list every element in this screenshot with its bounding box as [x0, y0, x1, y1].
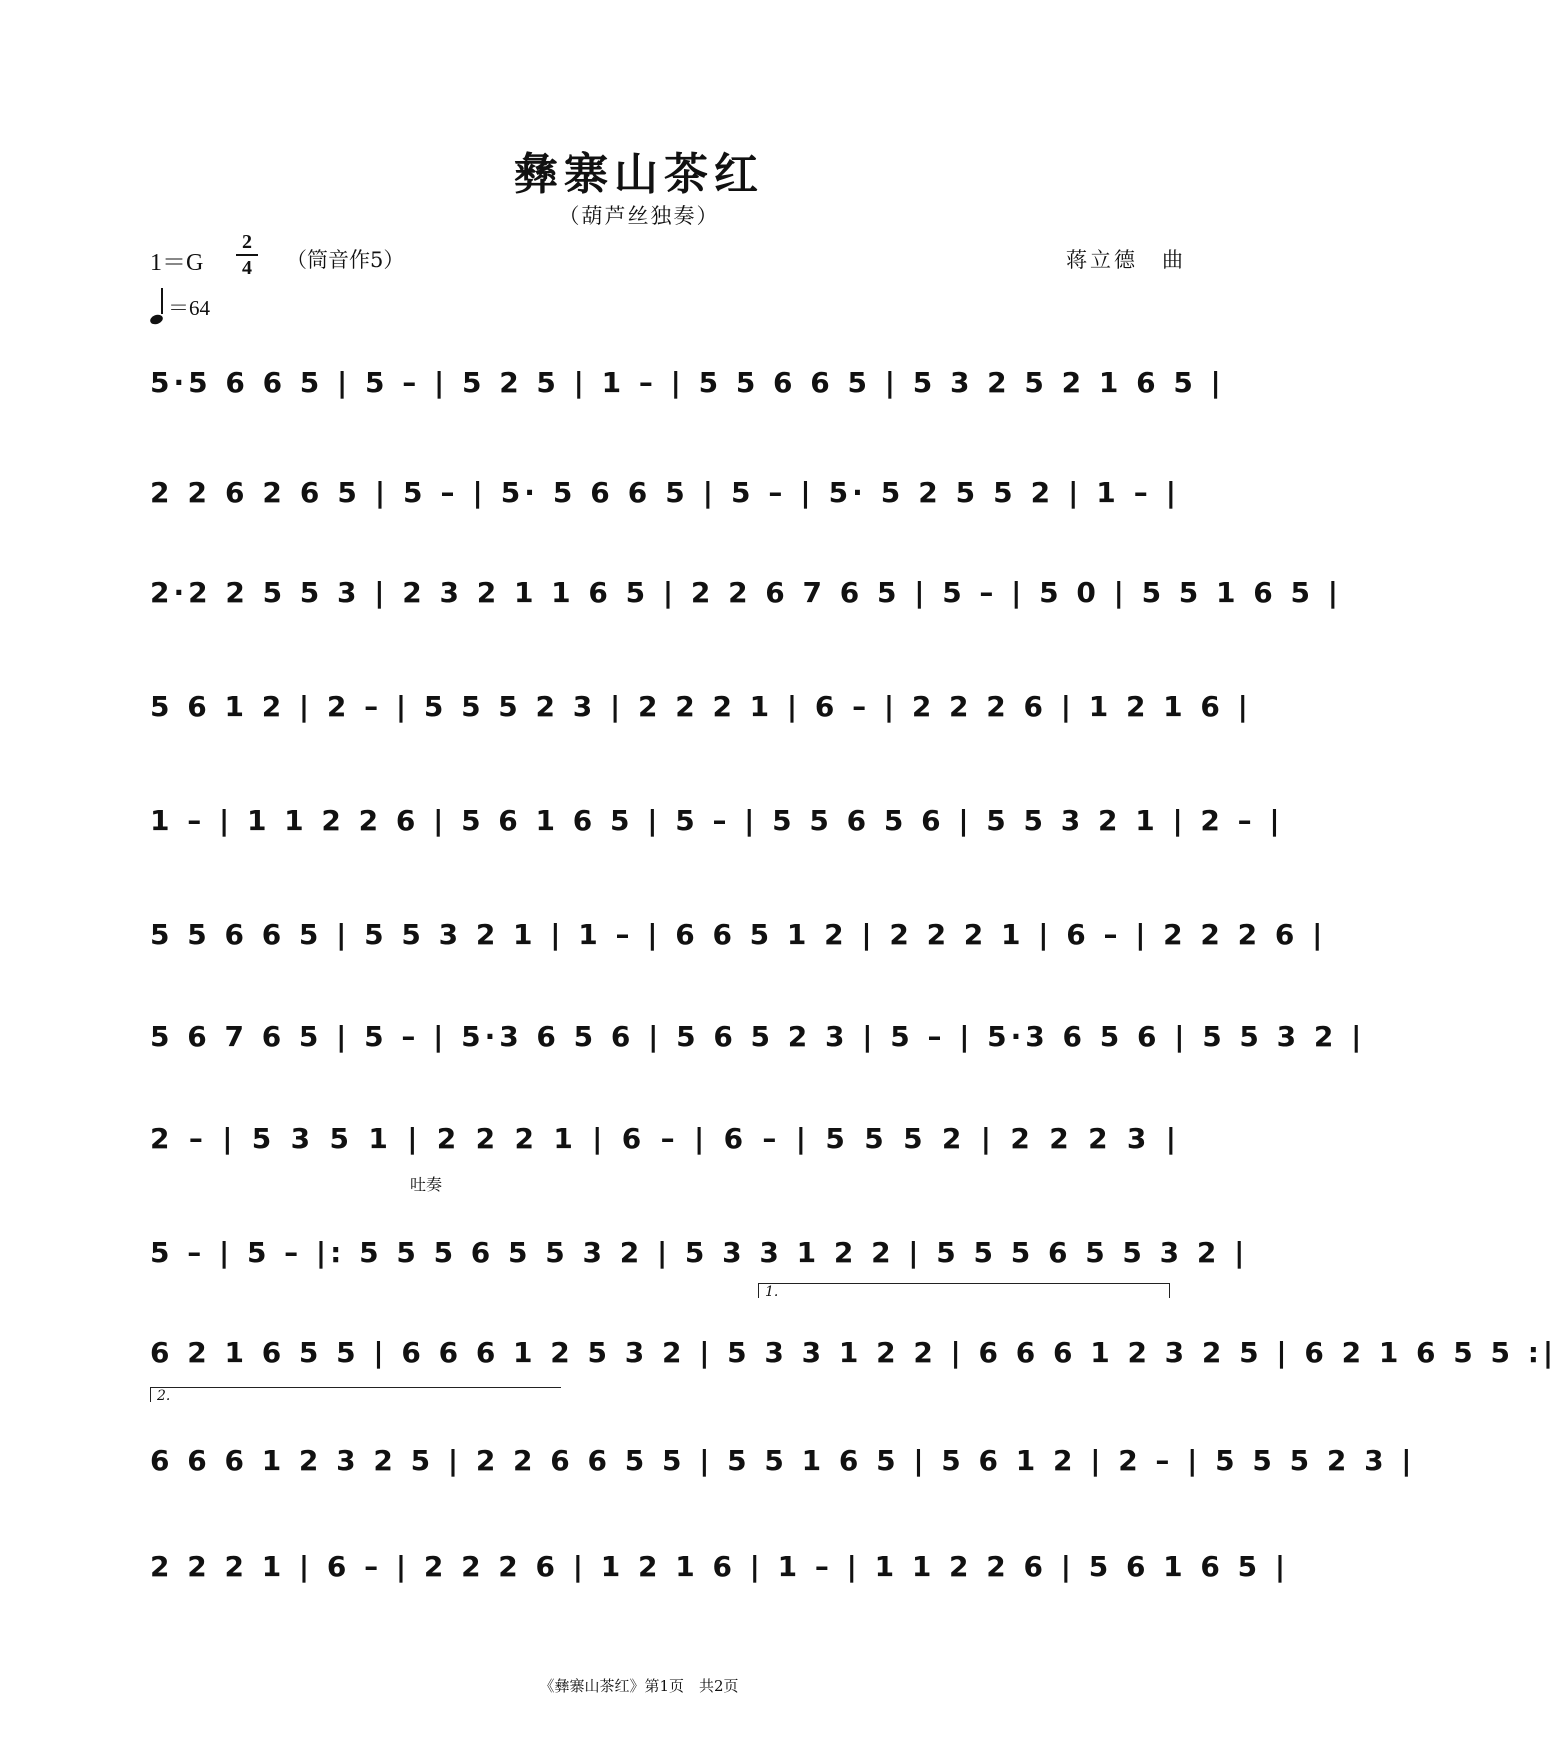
time-signature [236, 232, 258, 278]
score-line-text: 2 2 2 1 | 6 – | 2 2 2 6 | 1 2 1 6 | 1 – | 1 1 2 2 6 | 5 6 1 6 5 | [150, 1550, 1290, 1583]
score-line-text: 5 5 6 6 5 | 5 5 3 2 1 | 1 – | 6 6 5 1 2 | 2 2 2 1 | 6 – | 2 2 2 6 | [150, 918, 1327, 951]
score-line-4 [150, 680, 1252, 742]
score-line-3 [150, 566, 1342, 628]
first-ending-bracket [758, 1283, 1170, 1298]
score-line-text: 2·2 2 5 5 3 | 2 3 2 1 1 6 5 | 2 2 6 7 6 5 | 5 – | 5 0 | 5 5 1 6 5 | [150, 576, 1342, 609]
score-line-text: 5 6 1 2 | 2 – | 5 5 5 2 3 | 2 2 2 1 | 6 – | 2 2 2 6 | 1 2 1 6 | [150, 690, 1252, 723]
score-line-9 [150, 1226, 1249, 1288]
score-line-6 [150, 908, 1327, 970]
score-line-text: 5 – | 5 – |: 5 5 5 6 5 5 3 2 | 5 3 3 1 2 2 | 5 5 5 6 5 5 3 2 | [150, 1236, 1249, 1269]
page-footer: 《彝寨山茶红》第1页 共2页 [539, 1677, 739, 1695]
time-signature-bar [236, 254, 258, 256]
score-line-10 [150, 1326, 1557, 1388]
second-ending-label: 2. [157, 1388, 171, 1404]
tuning-note: （筒音作5） [286, 248, 405, 272]
score-line-8 [150, 1112, 1180, 1174]
articulation-annotation: 吐奏 [410, 1175, 443, 1194]
score-line-text: 5·5 6 6 5 | 5 – | 5 2 5 | 1 – | 5 5 6 6 5 | 5 3 2 5 2 1 6 5 | [150, 366, 1225, 399]
score-line-11 [150, 1434, 1416, 1496]
song-title: 彝寨山茶红 [514, 149, 764, 200]
tempo-marking [150, 292, 210, 322]
quarter-note-stem [161, 288, 163, 314]
score-line-text: 2 – | 5 3 5 1 | 2 2 2 1 | 6 – | 6 – | 5 5 5 2 | 2 2 2 3 | [150, 1122, 1180, 1155]
score-line-text: 1 – | 1 1 2 2 6 | 5 6 1 6 5 | 5 – | 5 5 6 5 6 | 5 5 3 2 1 | 2 – | [150, 804, 1284, 837]
time-numerator: 2 [242, 231, 252, 253]
score-line-text: 6 6 6 1 2 3 2 5 | 2 2 6 6 5 5 | 5 5 1 6 5 | 5 6 1 2 | 2 – | 5 5 5 2 3 | [150, 1444, 1416, 1477]
time-denominator: 4 [242, 257, 252, 279]
score-line-7 [150, 1010, 1366, 1072]
composer: 蒋立德 曲 [1066, 248, 1186, 272]
score-line-1 [150, 356, 1225, 418]
score-line-5 [150, 794, 1284, 856]
key-signature: 1＝G [150, 250, 204, 276]
score-line-text: 5 6 7 6 5 | 5 – | 5·3 6 5 6 | 5 6 5 2 3 | 5 – | 5·3 6 5 6 | 5 5 3 2 | [150, 1020, 1366, 1053]
tempo-value: ＝64 [168, 296, 210, 320]
quarter-note-icon [149, 313, 164, 326]
score-line-text: 2 2 6 2 6 5 | 5 – | 5· 5 6 6 5 | 5 – | 5· 5 2 5 5 2 | 1 – | [150, 476, 1180, 509]
score-line-2 [150, 466, 1180, 528]
song-subtitle: （葫芦丝独奏） [558, 204, 720, 228]
score-line-text: 6 2 1 6 5 5 | 6 6 6 1 2 5 3 2 | 5 3 3 1 2 2 | 6 6 6 1 2 3 2 5 | 6 2 1 6 5 5 :| [150, 1336, 1557, 1369]
second-ending-bracket [150, 1387, 561, 1402]
score-line-12 [150, 1540, 1290, 1602]
first-ending-label: 1. [765, 1284, 779, 1300]
